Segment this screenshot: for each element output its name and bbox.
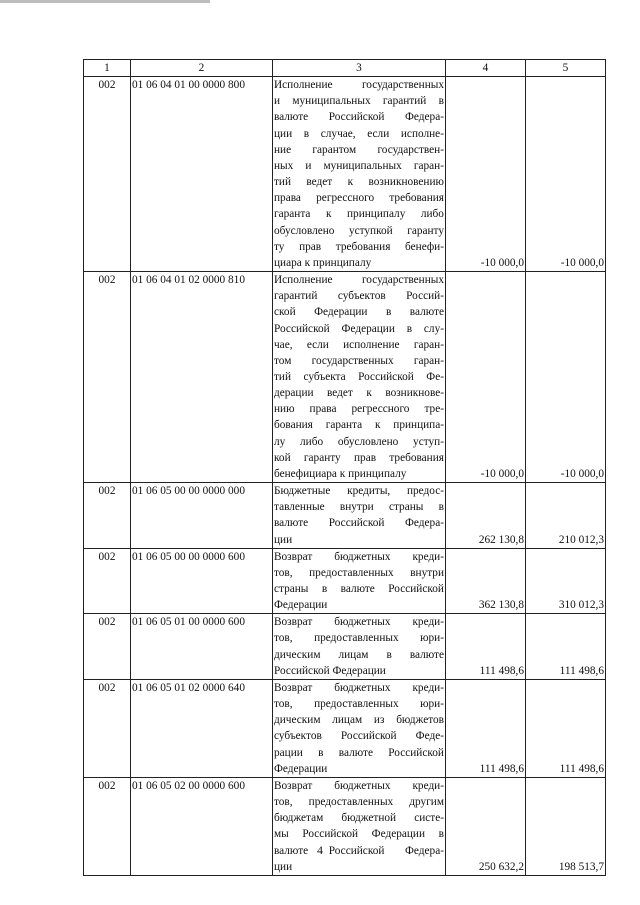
description-line: Возврат бюджетных креди-	[274, 779, 444, 792]
amount-col4-cell: 111 498,6	[446, 614, 526, 680]
budget-code-cell: 01 06 04 01 00 0000 800	[131, 77, 273, 272]
description-line: Исполнение государственных	[274, 274, 444, 287]
description-line: ние гарантом государствен-	[274, 143, 444, 156]
description-line: рации в валюте Российской	[274, 746, 444, 759]
description-line: обусловлено уступкой гаранту	[274, 224, 444, 237]
description-cell	[273, 614, 446, 680]
description-line: бюджетам бюджетной систе-	[274, 812, 444, 825]
header-col-3: 3	[273, 60, 446, 77]
budget-code-cell: 01 06 05 02 00 0000 600	[131, 777, 273, 875]
amount-col4-cell: 262 130,8	[446, 483, 526, 549]
table-row	[84, 614, 606, 680]
admin-code-cell: 002	[84, 483, 131, 549]
description-line: Бюджетные кредиты, предос-	[274, 485, 444, 498]
description-line: бенефициара к принципалу	[274, 467, 407, 480]
description-line: Возврат бюджетных креди-	[274, 681, 444, 694]
description-cell	[273, 483, 446, 549]
page-number: 4	[317, 843, 323, 857]
scan-edge-mark	[0, 0, 210, 3]
description-line: ской Федерации в валюте	[274, 306, 444, 319]
description-line: лу либо обусловлено уступ-	[274, 435, 444, 448]
description-line: и муниципальных гарантий в	[274, 95, 444, 108]
description-line: ции	[274, 533, 293, 546]
description-line: дерации ведет к возникнове-	[274, 387, 444, 400]
description-line: Возврат бюджетных креди-	[274, 550, 444, 563]
description-line: Российской Федерации в слу-	[274, 322, 444, 335]
description-line: том государственных гаран-	[274, 354, 444, 367]
amount-col5-cell: 198 513,7	[526, 777, 606, 875]
admin-code-cell: 002	[84, 679, 131, 777]
description-line: тий ведет к возникновению	[274, 176, 444, 189]
admin-code-cell: 002	[84, 77, 131, 272]
header-col-2: 2	[131, 60, 273, 77]
amount-col4-cell: -10 000,0	[446, 272, 526, 483]
description-line: валюте Российской Федера-	[274, 844, 444, 857]
description-line: ту прав требования бенефи-	[274, 240, 444, 253]
amount-col4-cell: 362 130,8	[446, 548, 526, 614]
description-line: гарантий субъектов Россий-	[274, 290, 444, 303]
budget-code-cell: 01 06 05 01 02 0000 640	[131, 679, 273, 777]
description-line: права регрессного требования	[274, 192, 444, 205]
description-line: гаранта к принципалу либо	[274, 208, 444, 221]
table-header-row	[84, 60, 606, 77]
description-line: страны в валюте Российской	[274, 583, 444, 595]
budget-sources-table	[83, 59, 606, 876]
description-line: валюте Российской Федера-	[274, 517, 444, 530]
description-line: Федерации	[274, 762, 328, 775]
description-line: мы Российской Федерации в	[274, 828, 444, 841]
description-cell	[273, 777, 446, 875]
description-line: ции	[274, 860, 293, 873]
description-line: тов, предоставленных внутри	[274, 566, 444, 579]
amount-col4-cell: 111 498,6	[446, 679, 526, 777]
amount-col5-cell: -10 000,0	[526, 272, 606, 483]
description-line: чае, если исполнение гаран-	[274, 338, 444, 351]
description-line: бования гаранта к принципа-	[274, 419, 444, 432]
description-line: тавленные внутри страны в	[274, 501, 444, 514]
description-line: тов, предоставленных другим	[274, 796, 444, 809]
description-line: ных и муниципальных гаран-	[274, 159, 444, 172]
header-col-5: 5	[526, 60, 606, 77]
table-row	[84, 548, 606, 614]
amount-col5-cell: 310 012,3	[526, 548, 606, 614]
description-line: нию права регрессного тре-	[274, 403, 444, 416]
description-line: дическим лицам из бюджетов	[274, 714, 444, 727]
budget-code-cell: 01 06 05 00 00 0000 600	[131, 548, 273, 614]
description-cell	[273, 548, 446, 614]
table-row	[84, 679, 606, 777]
description-line: дическим лицам в валюте	[274, 648, 444, 661]
description-line: Возврат бюджетных креди-	[274, 616, 444, 629]
admin-code-cell: 002	[84, 548, 131, 614]
amount-col5-cell: 111 498,6	[526, 679, 606, 777]
amount-col5-cell: 111 498,6	[526, 614, 606, 680]
header-col-4: 4	[446, 60, 526, 77]
description-line: Российской Федерации	[274, 664, 386, 677]
table-row	[84, 483, 606, 549]
table-row	[84, 272, 606, 483]
description-line: Исполнение государственных	[274, 79, 444, 92]
header-col-1: 1	[84, 60, 131, 77]
description-line: кой гаранту прав требования	[274, 451, 444, 464]
description-line: субъектов Российской Феде-	[274, 730, 444, 743]
table-row	[84, 77, 606, 272]
amount-col5-cell: -10 000,0	[526, 77, 606, 272]
description-line: тий субъекта Российской Фе-	[274, 370, 444, 383]
description-line: циара к принципалу	[274, 256, 372, 269]
description-line: ции в случае, если исполне-	[274, 127, 444, 140]
description-line: тов, предоставленных юри-	[274, 698, 444, 711]
budget-code-cell: 01 06 05 00 00 0000 000	[131, 483, 273, 549]
amount-col5-cell: 210 012,3	[526, 483, 606, 549]
budget-code-cell: 01 06 05 01 00 0000 600	[131, 614, 273, 680]
description-cell	[273, 679, 446, 777]
admin-code-cell: 002	[84, 614, 131, 680]
amount-col4-cell: 250 632,2	[446, 777, 526, 875]
table-row	[84, 777, 606, 875]
admin-code-cell: 002	[84, 777, 131, 875]
admin-code-cell: 002	[84, 272, 131, 483]
amount-col4-cell: -10 000,0	[446, 77, 526, 272]
description-line: Федерации	[274, 599, 328, 612]
description-line: валюте Российской Федера-	[274, 111, 444, 124]
budget-code-cell: 01 06 04 01 02 0000 810	[131, 272, 273, 483]
description-cell	[273, 272, 446, 483]
description-line: тов, предоставленных юри-	[274, 632, 444, 645]
description-cell	[273, 77, 446, 272]
